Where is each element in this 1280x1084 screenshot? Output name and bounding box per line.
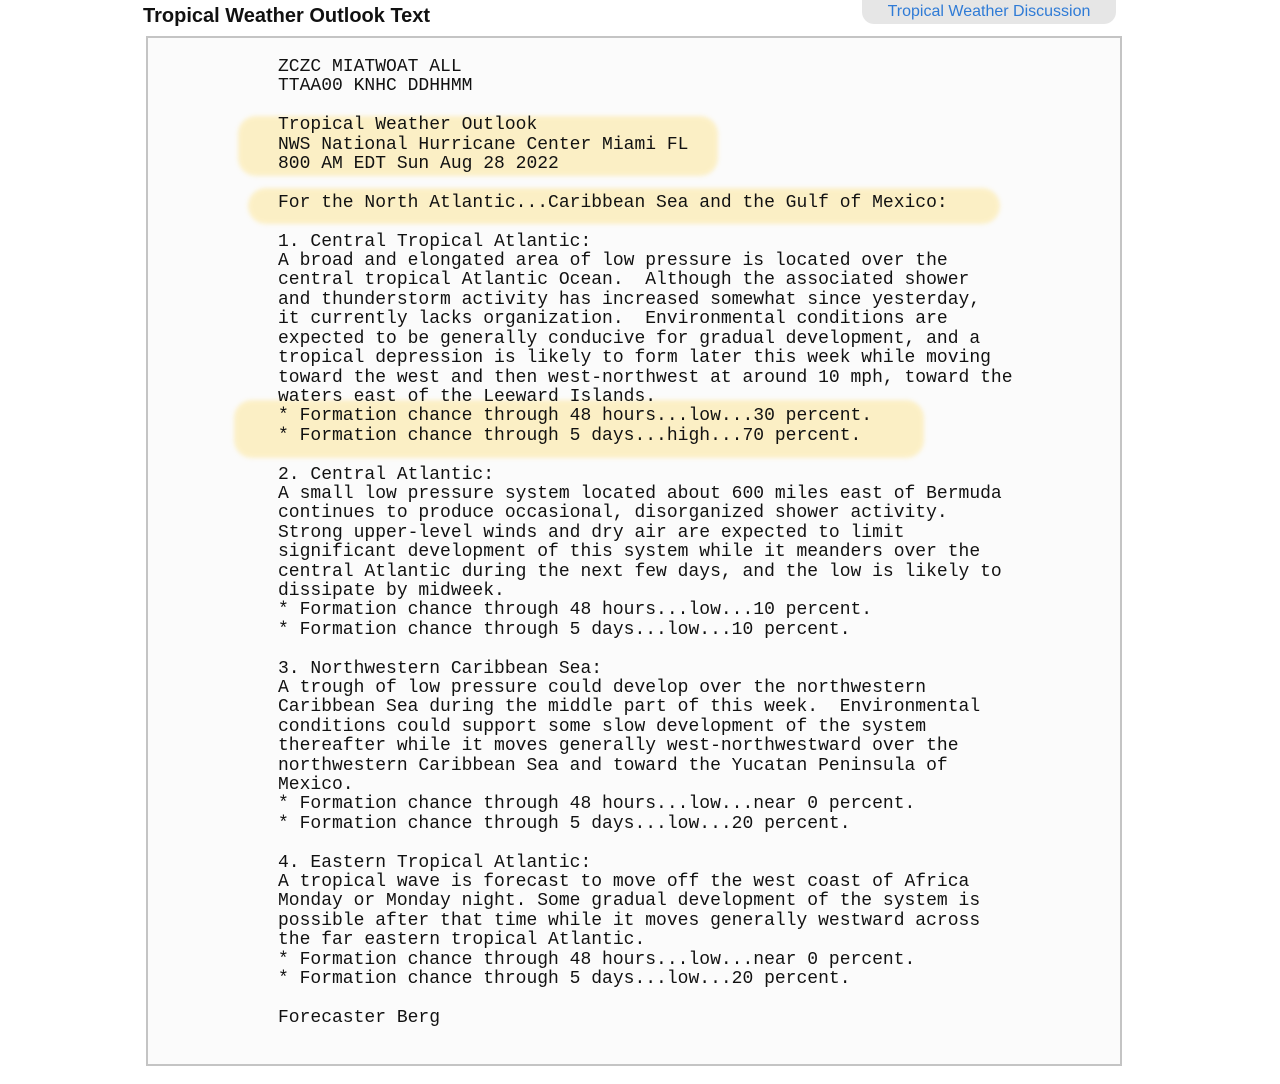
tropical-weather-discussion-link[interactable]: Tropical Weather Discussion xyxy=(862,0,1116,24)
outlook-text-box[interactable] xyxy=(146,36,1122,1066)
outlook-bulletin-text: ZCZC MIATWOAT ALL TTAA00 KNHC DDHHMM Tropical Weather Outlook NWS National Hurricane Center Miami FL 800 AM EDT Sun Aug 28 2022 For the North Atlantic...Caribbean Sea and the Gulf of Mexico: 1. Central Tropical Atlantic: A broad and elongated area of low pressure is located over the central tropical Atlantic Ocean. Although the associated shower and thunderstorm activity has increased somewhat since yesterday, it currently lacks organization. Environmental conditions are expected to be generally conducive for gradual development, and a tropical depression is likely to form later this week while moving toward the west and then west-northwest at around 10 mph, toward the waters east of the Leeward Islands. * Formation chance through 48 hours...low...30 percent. * Formation chance through 5 days...high...70 percent. 2. Central Atlantic: A small low pressure system located about 600 miles east of Bermuda continues to produce occasional, disorganized shower activity. Strong upper-level winds and dry air are expected to limit significant development of this system while it meanders over the central Atlantic during the next few days, and the low is likely to dissipate by midweek. * Formation chance through 48 hours...low...10 percent. * Formation chance through 5 days...low...10 percent. 3. Northwestern Caribbean Sea: A trough of low pressure could develop over the northwestern Caribbean Sea during the middle part of this week. Environmental conditions could support some slow development of the system thereafter while it moves generally west-northwestward over the northwestern Caribbean Sea and toward the Yucatan Peninsula of Mexico. * Formation chance through 48 hours...low...near 0 percent. * Formation chance through 5 days...low...20 percent. 4. Eastern Tropical Atlantic: A tropical wave is forecast to move off the west coast of Africa Monday or Monday night. Some gradual development of the system is possible after that time while it moves generally westward across the far eastern tropical Atlantic. * Formation chance through 48 hours...low...near 0 percent. * Formation chance through 5 days...low...20 percent. Forecaster Berg xyxy=(278,57,1013,1028)
page-title: Tropical Weather Outlook Text xyxy=(143,5,431,27)
